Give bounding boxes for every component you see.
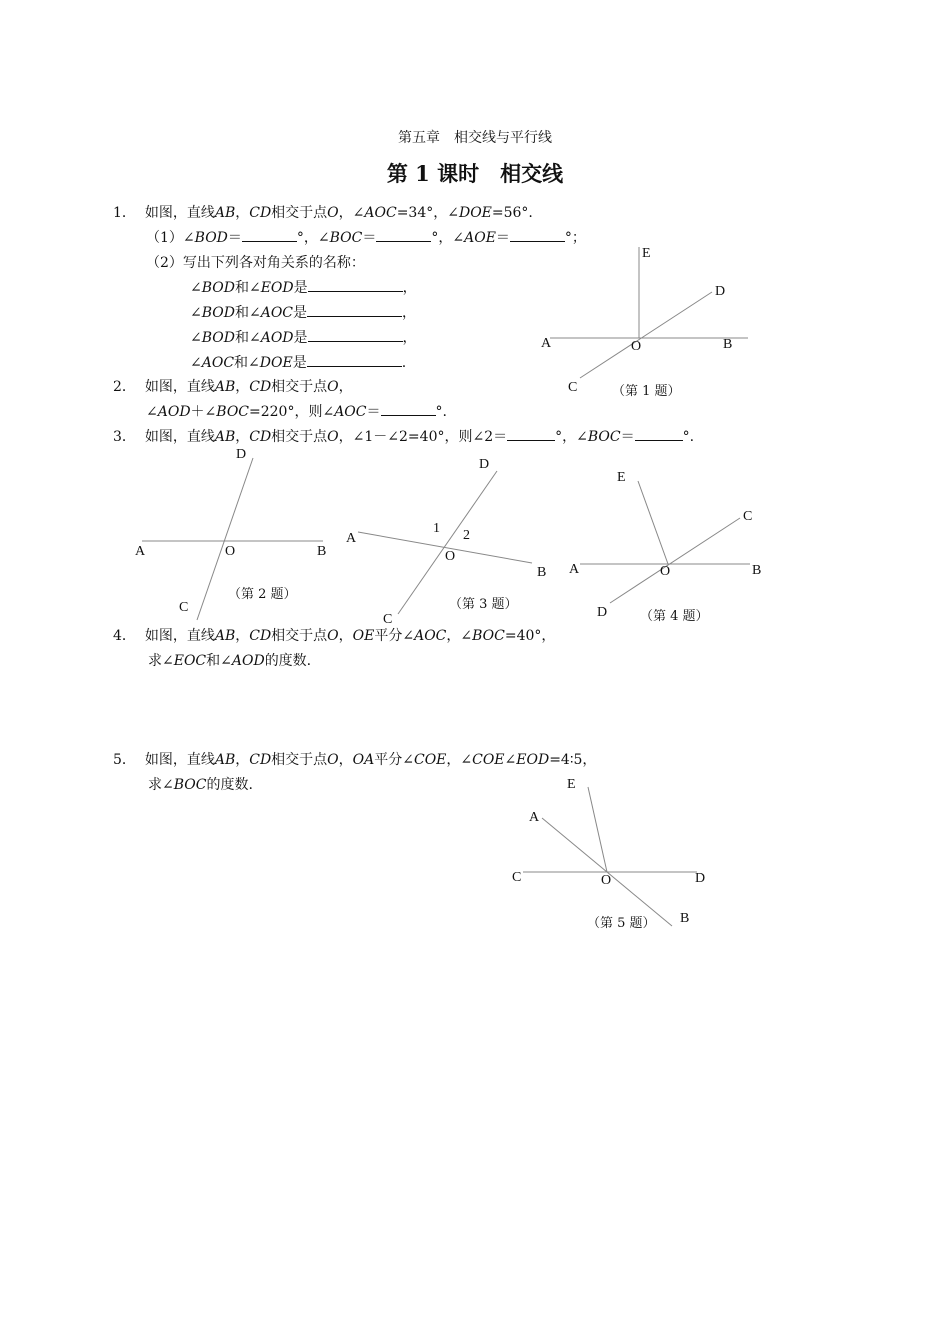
fig3-label-a: A xyxy=(346,531,357,546)
fig3-label-c: C xyxy=(383,612,393,627)
fig3-label-b: B xyxy=(537,565,547,580)
fig4-label-a: A xyxy=(569,562,580,577)
fig2-label-a: A xyxy=(135,544,146,559)
caption-fig4: （第 4 题） xyxy=(640,609,709,624)
figure-4 xyxy=(569,470,761,620)
q1-pair-3: ∠BOD和∠AOD是 ， xyxy=(190,330,417,346)
q4-line2: 求∠EOC和∠AOD的度数. xyxy=(148,653,312,669)
fig1-label-c: C xyxy=(568,380,578,395)
fig5-label-b: B xyxy=(680,911,690,926)
fig1-line-cd xyxy=(580,292,712,378)
fig1-label-d: D xyxy=(715,284,726,299)
fig1-label-a: A xyxy=(541,336,552,351)
fig4-line-cd xyxy=(610,518,740,603)
fig2-label-d: D xyxy=(236,447,247,462)
q1-pair-1: ∠BOD和∠EOD是 ， xyxy=(190,280,417,296)
caption-fig5: （第 5 题） xyxy=(587,916,656,931)
fig5-label-c: C xyxy=(512,870,522,885)
q1-stem: 1． 如图，直线AB，CD相交于点O，∠AOC=34°，∠DOE=56°. xyxy=(113,205,533,221)
fig3-label-o: O xyxy=(445,549,456,564)
fig2-label-o: O xyxy=(225,544,236,559)
fig1-label-e: E xyxy=(642,246,651,261)
q2-line2: ∠AOD＋∠BOC=220°，则∠AOC＝ °. xyxy=(146,404,447,420)
q5-stem: 5． 如图，直线AB，CD相交于点O，OA平分∠COE，∠COE∠EOD=4∶5， xyxy=(113,752,597,768)
q2-stem: 2． 如图，直线AB，CD相交于点O， xyxy=(113,379,353,395)
fig2-label-b: B xyxy=(317,544,327,559)
fig5-ray-oe xyxy=(588,787,607,872)
fig5-label-d: D xyxy=(695,871,706,886)
q1-part1: （1）∠BOD＝ °，∠BOC＝ °，∠AOE＝ °； xyxy=(146,230,586,246)
fig3-label-1: 1 xyxy=(433,521,440,536)
q3-stem: 3． 如图，直线AB，CD相交于点O，∠1－∠2=40°，则∠2＝ °，∠BOC＝ °. xyxy=(113,429,695,445)
figure-1 xyxy=(541,246,748,395)
chapter-heading: 第五章 相交线与平行线 xyxy=(398,130,552,146)
fig3-label-d: D xyxy=(479,457,490,472)
fig5-label-o: O xyxy=(601,873,612,888)
fig1-label-b: B xyxy=(723,337,733,352)
fig4-label-o: O xyxy=(660,564,671,579)
q4-stem: 4． 如图，直线AB，CD相交于点O，OE平分∠AOC，∠BOC=40°， xyxy=(113,628,556,644)
fig4-ray-oe xyxy=(638,481,668,564)
fig5-label-e: E xyxy=(567,777,576,792)
figure-5 xyxy=(512,777,705,926)
lesson-title: 第 1 课时 相交线 xyxy=(386,161,564,186)
q1-pair-2: ∠BOD和∠AOC是 ， xyxy=(190,305,417,321)
q1-pair-4: ∠AOC和∠DOE是 . xyxy=(190,355,407,371)
fig4-label-e: E xyxy=(617,470,626,485)
fig4-label-d: D xyxy=(597,605,608,620)
fig2-label-c: C xyxy=(179,600,189,615)
q1-part2: （2）写出下列各对角关系的名称： xyxy=(146,255,365,271)
fig5-label-a: A xyxy=(529,810,540,825)
fig4-label-b: B xyxy=(752,563,762,578)
fig3-label-2: 2 xyxy=(463,528,470,543)
fig1-label-o: O xyxy=(631,339,642,354)
fig4-label-c: C xyxy=(743,509,753,524)
q5-line2: 求∠BOC的度数. xyxy=(148,777,253,793)
caption-fig1: （第 1 题） xyxy=(612,384,681,399)
caption-fig2: （第 2 题） xyxy=(228,587,297,602)
caption-fig3: （第 3 题） xyxy=(449,597,518,612)
